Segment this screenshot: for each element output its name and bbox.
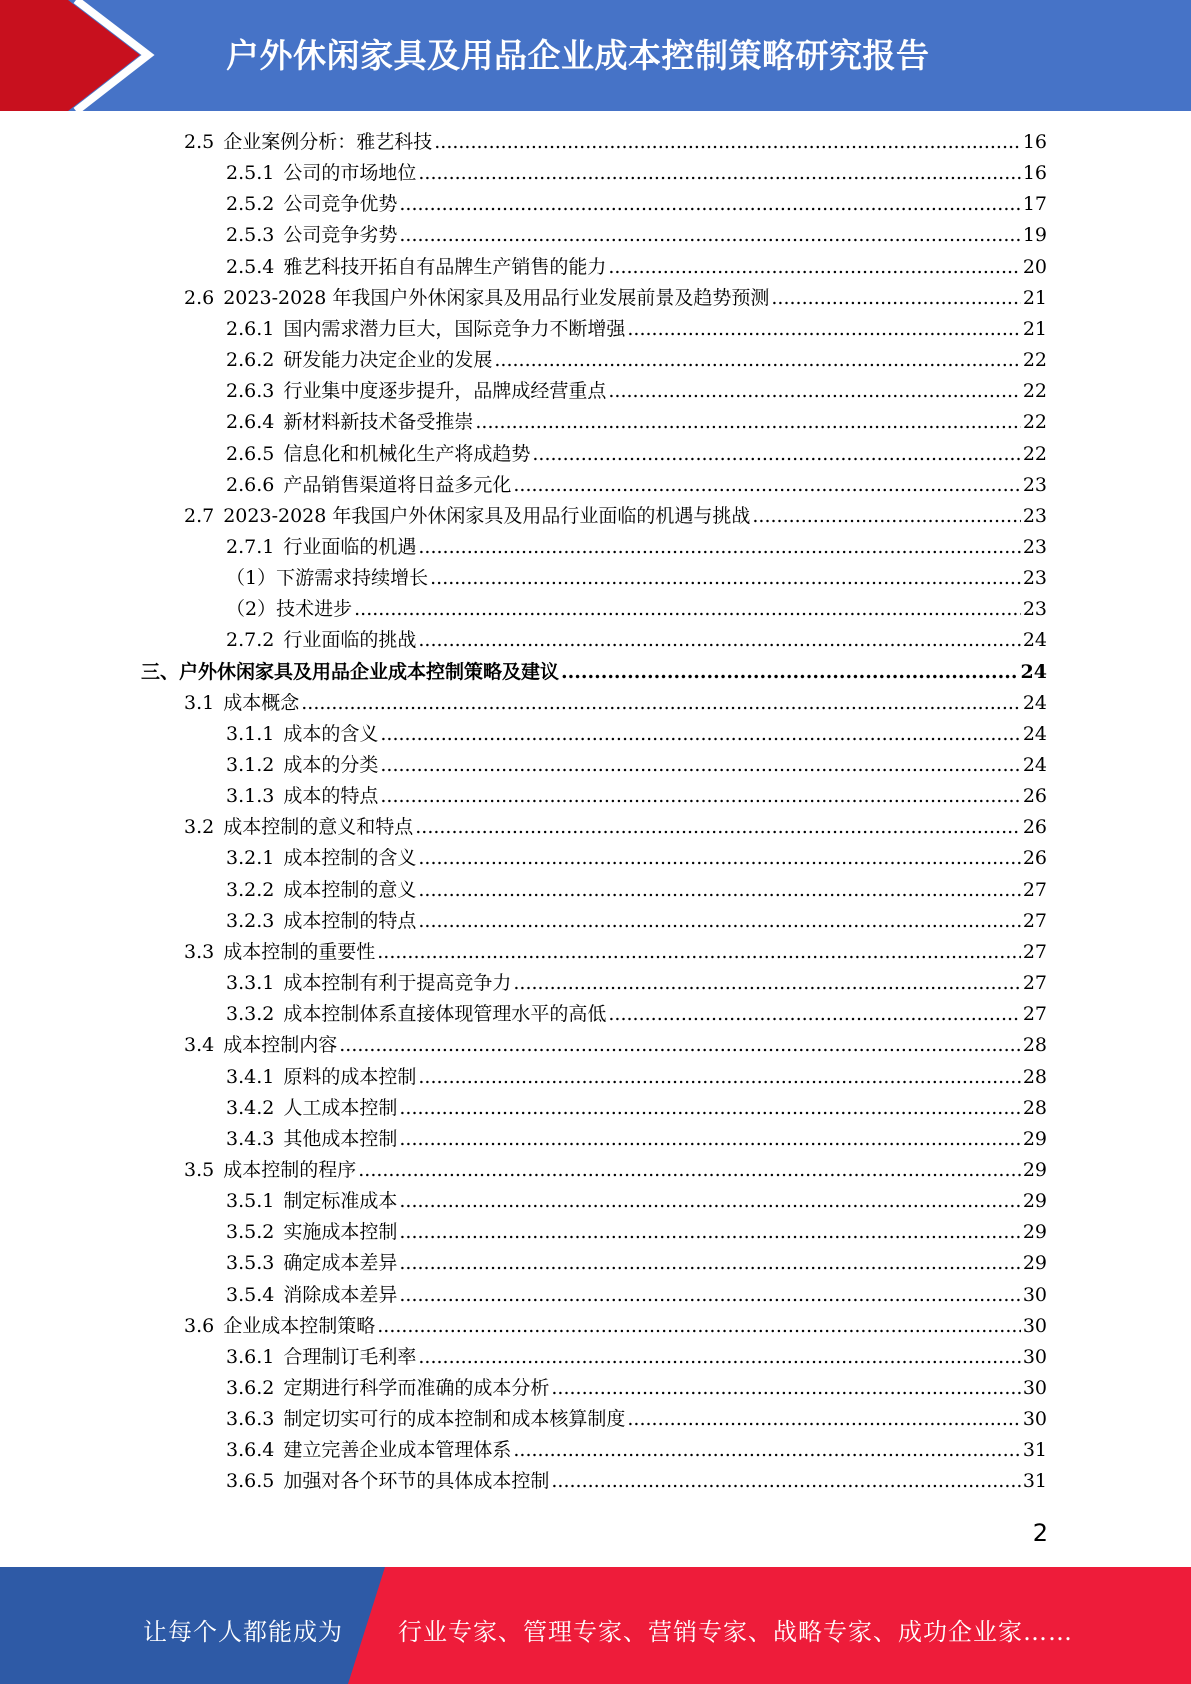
toc-entry-number: 3.2.2 bbox=[226, 878, 275, 901]
toc-entry[interactable] bbox=[226, 563, 1047, 594]
toc-entry-page: 21 bbox=[1022, 286, 1047, 309]
toc-entry-number: 2.6.2 bbox=[226, 349, 275, 372]
toc-entry-title: 成本控制体系直接体现管理水平的高低 bbox=[283, 1003, 607, 1026]
toc-entry-page: 29 bbox=[1022, 1158, 1047, 1181]
toc-entry-number: 3.4 bbox=[184, 1034, 215, 1057]
toc-entry-title: 成本控制的特点 bbox=[283, 909, 417, 932]
toc-entry-title: 企业案例分析：雅艺科技 bbox=[223, 131, 433, 153]
toc-dot-leader bbox=[399, 1248, 1020, 1279]
toc-dot-leader bbox=[418, 906, 1020, 937]
toc-entry[interactable] bbox=[226, 625, 1047, 656]
toc-entry-page: 16 bbox=[1022, 162, 1047, 185]
toc-entry-number: 3.1.2 bbox=[226, 754, 275, 776]
toc-entry-page: 19 bbox=[1022, 224, 1047, 247]
toc-entry-page: 27 bbox=[1022, 972, 1047, 995]
toc-entry-title: 公司竞争优势 bbox=[283, 193, 398, 216]
toc-dot-leader bbox=[551, 1373, 1020, 1404]
toc-dot-leader bbox=[418, 532, 1020, 563]
toc-entry[interactable] bbox=[226, 843, 1047, 874]
toc-entry-title: 实施成本控制 bbox=[283, 1221, 398, 1244]
toc-entry-page: 20 bbox=[1022, 255, 1047, 278]
toc-entry-title: 公司的市场地位 bbox=[283, 162, 417, 185]
toc-entry-number: 3.5.3 bbox=[226, 1252, 275, 1275]
toc-entry-page: 22 bbox=[1022, 349, 1047, 372]
toc-entry-number: 3.5 bbox=[184, 1158, 215, 1181]
toc-entry-page: 29 bbox=[1022, 1252, 1047, 1275]
toc-dot-leader bbox=[415, 812, 1021, 843]
toc-entry-title: 其他成本控制 bbox=[283, 1127, 398, 1150]
toc-entry-number: 3.4.1 bbox=[226, 1065, 275, 1088]
toc-entry-title: 技术进步 bbox=[276, 598, 353, 621]
toc-dot-leader bbox=[430, 563, 1021, 594]
toc-entry[interactable] bbox=[226, 376, 1047, 407]
toc-entry[interactable] bbox=[226, 189, 1047, 220]
page-number: 2 bbox=[1032, 1519, 1048, 1547]
toc-entry-number: （1） bbox=[226, 567, 277, 590]
toc-entry-page: 28 bbox=[1022, 1065, 1047, 1088]
toc-entry[interactable] bbox=[226, 719, 1047, 750]
toc-entry-number: 2.5 bbox=[184, 131, 215, 153]
toc-entry[interactable] bbox=[226, 968, 1047, 999]
toc-entry-title: 三、户外休闲家具及用品企业成本控制策略及建议 bbox=[141, 660, 560, 683]
toc-entry-number: 3.6.1 bbox=[226, 1345, 275, 1368]
toc-dot-leader bbox=[418, 1062, 1020, 1093]
toc-entry-number: 3.3.1 bbox=[226, 972, 275, 995]
toc-entry[interactable] bbox=[184, 937, 1047, 968]
toc-entry-title: 制定标准成本 bbox=[283, 1190, 398, 1213]
toc-entry-number: 2.7.2 bbox=[226, 629, 275, 652]
toc-entry[interactable] bbox=[141, 657, 1047, 688]
toc-entry-page: 16 bbox=[1022, 131, 1047, 153]
toc-entry-number: 2.6.1 bbox=[226, 317, 275, 340]
toc-entry[interactable] bbox=[184, 812, 1047, 843]
toc-entry-number: 2.7.1 bbox=[226, 535, 275, 558]
toc-dot-leader bbox=[399, 1124, 1020, 1155]
toc-entry-number: 2.6.6 bbox=[226, 473, 275, 496]
toc-entry-page: 23 bbox=[1022, 535, 1047, 558]
toc-entry[interactable] bbox=[184, 1155, 1047, 1186]
toc-dot-leader bbox=[354, 594, 1021, 625]
toc-entry-page: 30 bbox=[1022, 1283, 1047, 1306]
toc-entry-title: 定期进行科学而准确的成本分析 bbox=[283, 1377, 550, 1399]
toc-entry-title: 成本控制的含义 bbox=[283, 847, 417, 870]
toc-entry[interactable] bbox=[226, 252, 1047, 283]
toc-entry[interactable] bbox=[184, 1030, 1047, 1061]
toc-entry[interactable] bbox=[226, 999, 1047, 1030]
toc-dot-leader bbox=[339, 1030, 1021, 1061]
toc-entry-title: 合理制订毛利率 bbox=[283, 1345, 417, 1368]
toc-entry[interactable] bbox=[226, 875, 1047, 906]
toc-entry[interactable] bbox=[226, 1373, 1047, 1404]
toc-entry-page: 24 bbox=[1022, 722, 1047, 745]
toc-entry-title: 行业面临的挑战 bbox=[283, 629, 417, 652]
toc-dot-leader bbox=[418, 875, 1020, 906]
toc-entry-number: （2） bbox=[226, 598, 277, 621]
toc-entry[interactable] bbox=[226, 220, 1047, 251]
toc-dot-leader bbox=[561, 657, 1019, 688]
toc-entry[interactable] bbox=[226, 1062, 1047, 1093]
toc-entry[interactable] bbox=[226, 439, 1047, 470]
header-chevron-icon bbox=[0, 0, 160, 111]
toc-entry[interactable] bbox=[184, 127, 1047, 158]
toc-entry-number: 2.6.3 bbox=[226, 380, 275, 403]
toc-entry-page: 30 bbox=[1022, 1408, 1047, 1431]
toc-entry-page: 26 bbox=[1022, 816, 1047, 839]
toc-entry-title: 2023-2028 年我国户外休闲家具及用品行业发展前景及趋势预测 bbox=[223, 286, 770, 309]
toc-dot-leader bbox=[380, 750, 1020, 781]
toc-entry[interactable] bbox=[226, 532, 1047, 563]
toc-entry-title: 加强对各个环节的具体成本控制 bbox=[283, 1470, 550, 1493]
toc-entry[interactable] bbox=[226, 750, 1047, 781]
toc-entry[interactable] bbox=[226, 314, 1047, 345]
toc-entry-title: 成本的分类 bbox=[283, 754, 379, 776]
toc-entry-number: 2.5.2 bbox=[226, 193, 275, 216]
toc-entry-number: 3.2.1 bbox=[226, 847, 275, 870]
toc-entry-title: 新材料新技术备受推崇 bbox=[283, 411, 474, 434]
toc-dot-leader bbox=[608, 999, 1020, 1030]
toc-dot-leader bbox=[475, 407, 1020, 438]
toc-dot-leader bbox=[399, 1186, 1020, 1217]
toc-entry[interactable] bbox=[226, 594, 1047, 625]
toc-entry-page: 22 bbox=[1022, 411, 1047, 434]
toc-dot-leader bbox=[399, 1093, 1020, 1124]
toc-dot-leader bbox=[434, 127, 1021, 158]
toc-entry-number: 3.4.3 bbox=[226, 1127, 275, 1150]
toc-entry-number: 2.6.5 bbox=[226, 442, 275, 465]
toc-entry-page: 24 bbox=[1020, 660, 1047, 683]
toc-entry-page: 27 bbox=[1022, 1003, 1047, 1026]
toc-dot-leader bbox=[608, 252, 1020, 283]
toc-entry[interactable] bbox=[226, 345, 1047, 376]
toc-entry-title: 建立完善企业成本管理体系 bbox=[283, 1439, 512, 1462]
toc-entry-number: 3.2.3 bbox=[226, 909, 275, 932]
toc-entry[interactable] bbox=[226, 1124, 1047, 1155]
toc-entry[interactable] bbox=[226, 1217, 1047, 1248]
toc-entry-number: 3.1.3 bbox=[226, 785, 275, 808]
toc-entry-page: 22 bbox=[1022, 380, 1047, 403]
toc-entry-page: 30 bbox=[1022, 1377, 1047, 1399]
toc-dot-leader bbox=[551, 1466, 1020, 1497]
toc-entry-number: 3.3.2 bbox=[226, 1003, 275, 1026]
toc-entry-title: 成本的含义 bbox=[283, 722, 379, 745]
toc-entry-number: 3.2 bbox=[184, 816, 215, 839]
toc-entry-title: 制定切实可行的成本控制和成本核算制度 bbox=[283, 1408, 626, 1431]
toc-dot-leader bbox=[532, 439, 1020, 470]
toc-entry[interactable] bbox=[226, 1093, 1047, 1124]
toc-entry-page: 27 bbox=[1022, 940, 1047, 963]
toc-entry-page: 24 bbox=[1022, 691, 1047, 714]
toc-entry-number: 3.6 bbox=[184, 1314, 215, 1337]
toc-entry-page: 30 bbox=[1022, 1345, 1047, 1368]
toc-dot-leader bbox=[418, 843, 1020, 874]
toc-entry-number: 3.6.4 bbox=[226, 1439, 275, 1462]
page-footer bbox=[0, 1567, 1191, 1684]
toc-dot-leader bbox=[301, 688, 1021, 719]
toc-entry-number: 3.6.2 bbox=[226, 1377, 275, 1399]
footer-slogan-right: 行业专家、管理专家、营销专家、战略专家、成功企业家…… bbox=[398, 1618, 1073, 1646]
toc-dot-leader bbox=[513, 1435, 1020, 1466]
toc-entry-page: 27 bbox=[1022, 909, 1047, 932]
toc-entry-title: 成本控制内容 bbox=[223, 1034, 338, 1057]
toc-entry[interactable] bbox=[184, 688, 1047, 719]
toc-entry-page: 17 bbox=[1022, 193, 1047, 216]
toc-entry[interactable] bbox=[226, 1248, 1047, 1279]
toc-entry[interactable] bbox=[226, 470, 1047, 501]
toc-dot-leader bbox=[418, 158, 1020, 189]
toc-entry-page: 22 bbox=[1022, 442, 1047, 465]
toc-dot-leader bbox=[358, 1155, 1021, 1186]
toc-entry-title: 企业成本控制策略 bbox=[223, 1314, 376, 1337]
toc-entry-title: 成本控制有利于提高竞争力 bbox=[283, 972, 512, 995]
toc-entry-title: 确定成本差异 bbox=[283, 1252, 398, 1275]
toc-entry[interactable] bbox=[226, 906, 1047, 937]
toc-dot-leader bbox=[608, 376, 1020, 407]
toc-entry-number: 2.5.1 bbox=[226, 162, 275, 185]
toc-entry-title: 人工成本控制 bbox=[283, 1096, 398, 1119]
toc-entry-title: 成本控制的意义和特点 bbox=[223, 816, 414, 839]
toc-dot-leader bbox=[380, 719, 1020, 750]
toc-entry-page: 30 bbox=[1022, 1314, 1047, 1337]
toc-dot-leader bbox=[494, 345, 1020, 376]
toc-entry-number: 2.6.4 bbox=[226, 411, 275, 434]
toc-entry-page: 24 bbox=[1022, 754, 1047, 776]
toc-entry-title: 行业集中度逐步提升，品牌成经营重点 bbox=[283, 380, 607, 403]
toc-entry-number: 2.6 bbox=[184, 286, 215, 309]
toc-entry-title: 行业面临的机遇 bbox=[283, 535, 417, 558]
toc-entry-title: 研发能力决定企业的发展 bbox=[283, 349, 493, 372]
toc-dot-leader bbox=[377, 937, 1021, 968]
toc-entry-page: 28 bbox=[1022, 1034, 1047, 1057]
toc-entry[interactable] bbox=[226, 1404, 1047, 1435]
toc-entry-number: 3.5.2 bbox=[226, 1221, 275, 1244]
toc-entry-number: 3.5.1 bbox=[226, 1190, 275, 1213]
toc-entry[interactable] bbox=[226, 781, 1047, 812]
toc-entry[interactable] bbox=[184, 501, 1047, 532]
toc-dot-leader bbox=[380, 781, 1020, 812]
toc-entry-page: 23 bbox=[1022, 598, 1047, 621]
toc-dot-leader bbox=[627, 314, 1020, 345]
toc-entry[interactable] bbox=[226, 1280, 1047, 1311]
toc-entry-page: 29 bbox=[1022, 1221, 1047, 1244]
toc-entry-title: 消除成本差异 bbox=[283, 1283, 398, 1306]
toc-dot-leader bbox=[418, 1342, 1020, 1373]
toc-entry-number: 3.6.3 bbox=[226, 1408, 275, 1431]
toc-entry[interactable] bbox=[226, 407, 1047, 438]
toc-entry-title: 下游需求持续增长 bbox=[276, 567, 429, 590]
toc-entry-title: 公司竞争劣势 bbox=[283, 224, 398, 247]
toc-entry-page: 21 bbox=[1022, 317, 1047, 340]
toc-entry-number: 2.5.3 bbox=[226, 224, 275, 247]
toc-entry-title: 2023-2028 年我国户外休闲家具及用品行业面临的机遇与挑战 bbox=[223, 504, 751, 527]
toc-dot-leader bbox=[399, 1217, 1020, 1248]
toc-entry-page: 23 bbox=[1022, 567, 1047, 590]
toc-entry-number: 3.5.4 bbox=[226, 1283, 275, 1306]
toc-dot-leader bbox=[771, 283, 1020, 314]
page-header bbox=[0, 0, 1191, 111]
toc-entry-page: 31 bbox=[1022, 1470, 1047, 1493]
toc-entry[interactable] bbox=[226, 1342, 1047, 1373]
toc-entry-number: 3.4.2 bbox=[226, 1096, 275, 1119]
toc-entry-page: 29 bbox=[1022, 1190, 1047, 1213]
toc-entry-page: 31 bbox=[1022, 1439, 1047, 1462]
toc-entry[interactable] bbox=[226, 1186, 1047, 1217]
toc-entry-page: 29 bbox=[1022, 1127, 1047, 1150]
toc-entry-title: 成本控制的重要性 bbox=[223, 940, 376, 963]
toc-entry-title: 国内需求潜力巨大，国际竞争力不断增强 bbox=[283, 317, 626, 340]
toc-dot-leader bbox=[513, 470, 1020, 501]
toc-entry-page: 24 bbox=[1022, 629, 1047, 652]
toc-dot-leader bbox=[399, 220, 1020, 251]
toc-entry-title: 成本概念 bbox=[223, 691, 300, 714]
toc-entry-title: 雅艺科技开拓自有品牌生产销售的能力 bbox=[283, 255, 607, 278]
toc-entry-page: 26 bbox=[1022, 785, 1047, 808]
toc-entry[interactable] bbox=[226, 1435, 1047, 1466]
toc-entry[interactable] bbox=[184, 283, 1047, 314]
toc-entry-page: 26 bbox=[1022, 847, 1047, 870]
toc-entry-number: 3.1 bbox=[184, 691, 215, 714]
toc-entry-title: 产品销售渠道将日益多元化 bbox=[283, 473, 512, 496]
toc-entry-title: 成本的特点 bbox=[283, 785, 379, 808]
toc-dot-leader bbox=[418, 625, 1020, 656]
toc-entry-number: 3.3 bbox=[184, 940, 215, 963]
toc-entry[interactable] bbox=[184, 1311, 1047, 1342]
toc-dot-leader bbox=[377, 1311, 1021, 1342]
toc-entry-page: 27 bbox=[1022, 878, 1047, 901]
report-title: 户外休闲家具及用品企业成本控制策略研究报告 bbox=[226, 36, 930, 75]
toc-entry-title: 信息化和机械化生产将成趋势 bbox=[283, 442, 531, 465]
toc-dot-leader bbox=[399, 1280, 1020, 1311]
toc-dot-leader bbox=[399, 189, 1020, 220]
toc-entry[interactable] bbox=[226, 1466, 1047, 1497]
toc-dot-leader bbox=[752, 501, 1020, 532]
toc-entry-number: 3.1.1 bbox=[226, 722, 275, 745]
toc-entry[interactable] bbox=[226, 158, 1047, 189]
toc-entry-number: 2.7 bbox=[184, 504, 215, 527]
toc-entry-page: 23 bbox=[1022, 473, 1047, 496]
toc-dot-leader bbox=[513, 968, 1020, 999]
toc-entry-title: 成本控制的意义 bbox=[283, 878, 417, 901]
toc-entry-number: 3.6.5 bbox=[226, 1470, 275, 1493]
footer-slogan-left: 让每个人都能成为 bbox=[143, 1618, 343, 1646]
toc-dot-leader bbox=[627, 1404, 1020, 1435]
toc-entry-title: 成本控制的程序 bbox=[223, 1158, 357, 1181]
toc-entry-page: 28 bbox=[1022, 1096, 1047, 1119]
toc-entry-page: 23 bbox=[1022, 504, 1047, 527]
toc-entry-number: 2.5.4 bbox=[226, 255, 275, 278]
toc-entry-title: 原料的成本控制 bbox=[283, 1065, 417, 1088]
